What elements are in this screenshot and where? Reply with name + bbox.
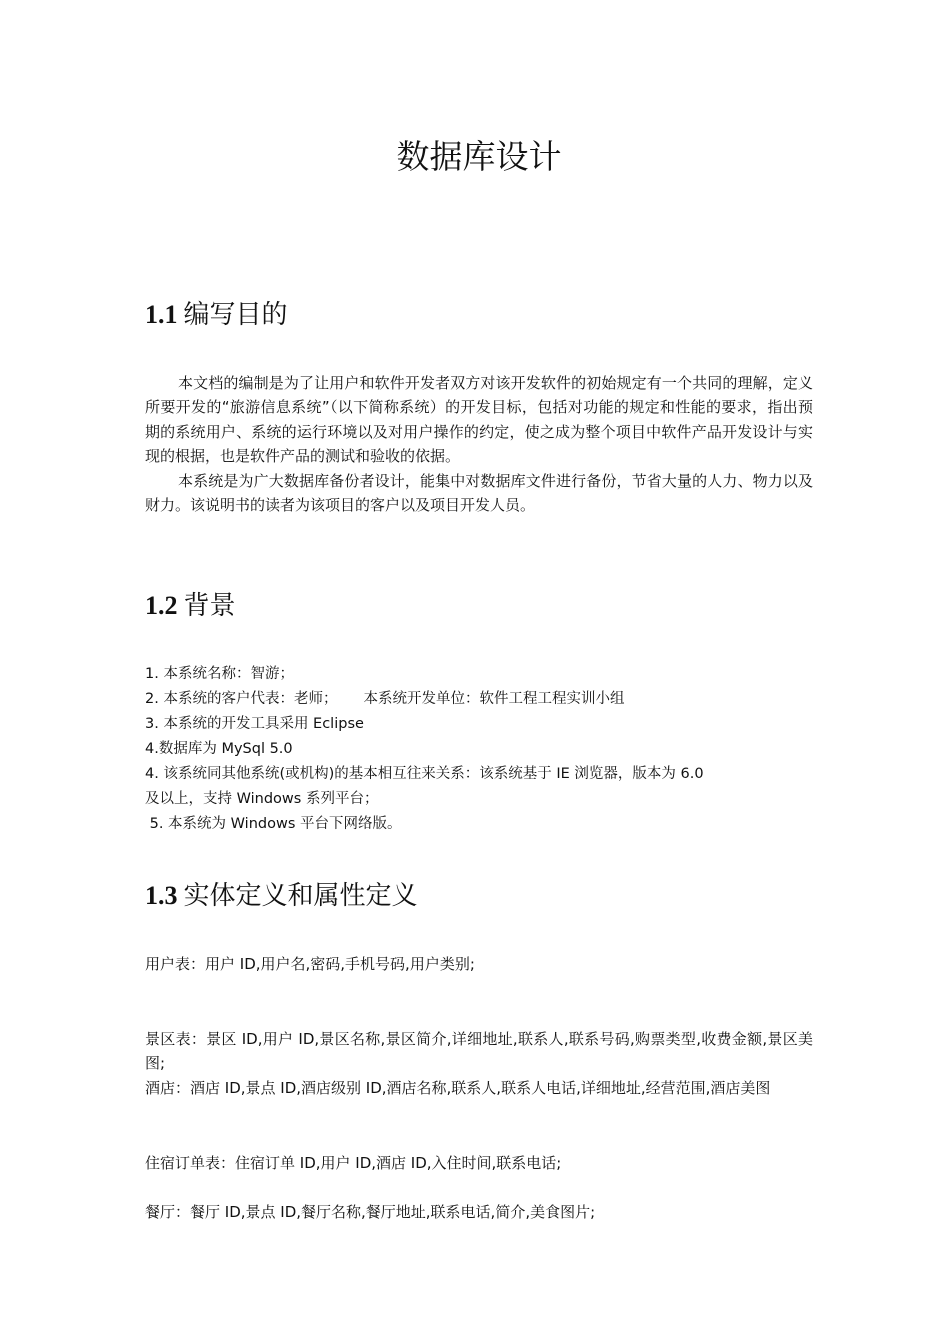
section-title: 编写目的 (183, 300, 288, 330)
list-item-part: 2. 本系统的客户代表：老师； (145, 691, 338, 707)
background-list (145, 662, 813, 837)
list-item-part: 本系统开发单位：软件工程工程实训小组 (363, 691, 625, 707)
list-item: 及以上，支持 Windows 系列平台； (145, 791, 379, 807)
entity-definition: 酒店：酒店 ID,景点 ID,酒店级别 ID,酒店名称,联系人,联系人电话,详细地址,经营范围,酒店美图 (145, 1079, 771, 1097)
list-item: 4. 该系统同其他系统(或机构)的基本相互往来关系：该系统基于 IE 浏览器，版本为 6.0 (145, 766, 704, 782)
section-title: 背景 (183, 591, 236, 621)
section-number: 1.2 (145, 591, 178, 620)
section-number: 1.1 (145, 300, 178, 329)
paragraph: 本系统是为广大数据库备份者设计，能集中对数据库文件进行备份，节省大量的人力、物力以及财力。该说明书的读者为该项目的客户以及项目开发人员。 (145, 471, 813, 515)
list-item: 1. 本系统名称：智游； (145, 666, 294, 682)
entity-definition: 景区表：景区 ID,用户 ID,景区名称,景区简介,详细地址,联系人,联系号码,购票类型,收费金额,景区美图; (145, 1030, 813, 1073)
section-title: 实体定义和属性定义 (183, 881, 418, 911)
list-item: 5. 本系统为 Windows 平台下网络版。 (145, 816, 402, 832)
entity-definition: 用户表：用户 ID,用户名,密码,手机号码,用户类别; (145, 955, 475, 973)
entity-definition: 餐厅：餐厅 ID,景点 ID,餐厅名称,餐厅地址,联系电话,简介,美食图片; (145, 1203, 596, 1221)
section-heading-1-2 (145, 589, 236, 623)
paragraph: 本文档的编制是为了让用户和软件开发者双方对该开发软件的初始规定有一个共同的理解，定义所要开发的“旅游信息系统”（以下简称系统）的开发目标，包括对功能的规定和性能的要求，指出预期的系统用户、系统的运行环境以及对用户操作的约定，使之成为整个项目中软件产品开发设计与实现的根据，也是软件产品的测试和验收的依据。 (145, 374, 813, 466)
entity-definition: 住宿订单表：住宿订单 ID,用户 ID,酒店 ID,入住时间,联系电话; (145, 1154, 562, 1172)
list-item: 3. 本系统的开发工具采用 Eclipse (145, 716, 364, 732)
section-heading-1-1 (145, 298, 288, 332)
list-item (145, 687, 813, 712)
section-1-1-body (145, 371, 813, 517)
section-heading-1-3 (145, 879, 418, 913)
document-title: 数据库设计 (396, 137, 562, 176)
section-number: 1.3 (145, 881, 178, 910)
list-item: 4.数据库为 MySql 5.0 (145, 741, 293, 757)
